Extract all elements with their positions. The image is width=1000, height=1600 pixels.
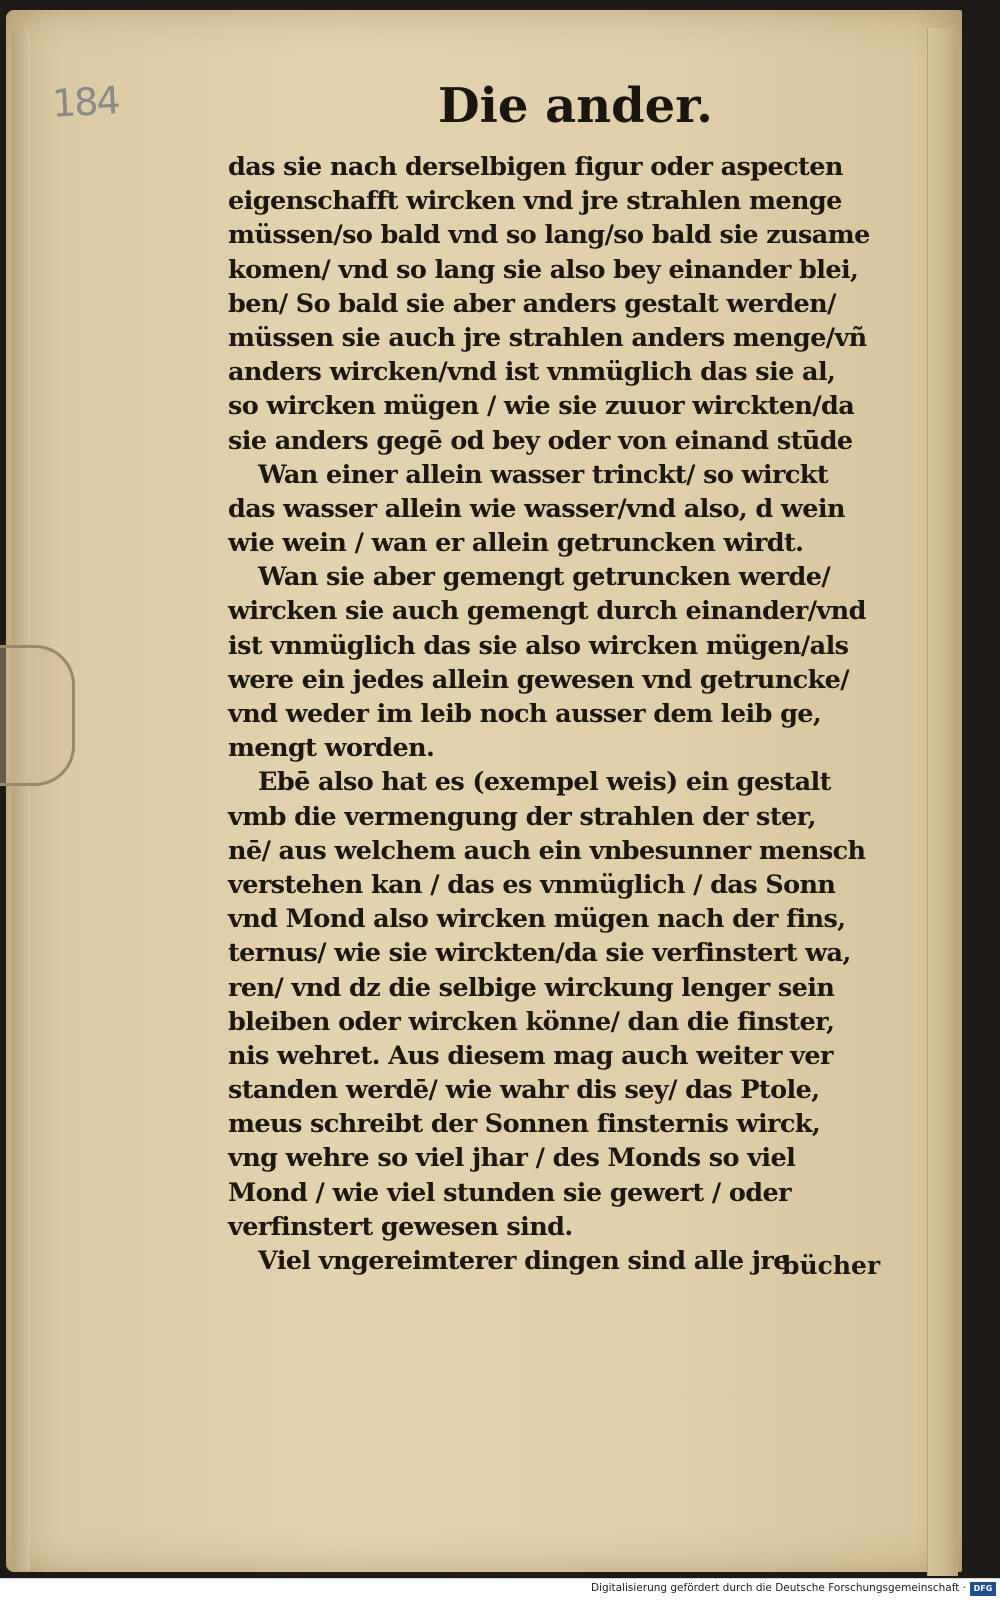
footer-bar [0, 1578, 1000, 1600]
text-line: vnd weder im leib noch ausser dem leib ge, [228, 699, 822, 729]
text-line: ben/ So bald sie aber anders gestalt werden/ [228, 288, 836, 319]
text-line: bleiben oder wircken könne/ dan die finster, [228, 1006, 835, 1037]
text-line: so wircken mügen / wie sie zuuor wirckten/da [228, 391, 855, 422]
text-line: anders wircken/vnd ist vnmüglich das sie al, [228, 357, 836, 388]
text-line: standen werdē/ wie wahr dis sey/ das Ptole, [228, 1075, 820, 1106]
footer-credit: Digitalisierung gefördert durch die Deutsche Forschungsgemeinschaft · [590, 1582, 966, 1594]
text-line: Wan sie aber gemengt getruncken werde/ [258, 562, 831, 593]
text-line: Ebē also hat es (exempel weis) ein gestalt [258, 767, 831, 798]
text-line: nis wehret. Aus diesem mag auch weiter ver [228, 1040, 833, 1071]
text-line: ist vnmüglich das sie also wircken mügen/als [228, 630, 849, 661]
text-line: meus schreibt der Sonnen finsternis wirck, [228, 1109, 821, 1140]
text-line: nē/ aus welchem auch ein vnbesunner mensch [228, 835, 866, 866]
dfg-logo: DFG [970, 1582, 996, 1596]
text-line: mengt worden. [228, 733, 435, 764]
text-line: wircken sie auch gemengt durch einander/vnd [228, 596, 866, 627]
text-line: were ein jedes allein gewesen vnd getruncke/ [228, 664, 849, 695]
text-line: Viel vngereimterer dingen sind alle jre [258, 1246, 789, 1276]
text-line: Wan einer allein wasser trinckt/ so wirckt [258, 459, 828, 490]
text-line: ren/ vnd dz die selbige wirckung lenger sein [228, 972, 835, 1003]
text-block [228, 150, 888, 1278]
text-line: komen/ vnd so lang sie also bey einander blei, [228, 254, 859, 285]
bookmark-tab [0, 645, 75, 786]
page-left-edge [12, 30, 30, 1570]
text-line: sie anders gegē od bey oder von einand stūde [228, 425, 853, 456]
text-line: vmb die vermengung der strahlen der ster, [228, 801, 816, 832]
text-line: vnd Mond also wircken mügen nach der fins, [228, 904, 846, 935]
catchword: bücher [782, 1251, 881, 1280]
text-line: ternus/ wie sie wirckten/da sie verfinstert wa, [228, 938, 851, 969]
page-number: 184 [50, 78, 120, 126]
page-right-edge [927, 28, 958, 1576]
text-line: müssen sie auch jre strahlen anders menge/vñ [228, 322, 867, 353]
text-line: das sie nach derselbigen figur oder aspecten [228, 152, 843, 182]
text-line: das wasser allein wie wasser/vnd also, d wein [228, 493, 845, 524]
text-line: verstehen kan / das es vnmüglich / das Sonn [228, 869, 836, 900]
text-line: Mond / wie viel stunden sie gewert / oder [228, 1177, 791, 1208]
text-line: verfinstert gewesen sind. [228, 1211, 573, 1242]
running-header: Die ander. [438, 78, 713, 134]
text-line: wie wein / wan er allein getruncken wirdt. [228, 528, 804, 559]
text-line: vng wehre so viel jhar / des Monds so viel [228, 1143, 796, 1174]
text-line: müssen/so bald vnd so lang/so bald sie zusame [228, 220, 870, 251]
text-line: eigenschafft wircken vnd jre strahlen menge [228, 186, 842, 217]
